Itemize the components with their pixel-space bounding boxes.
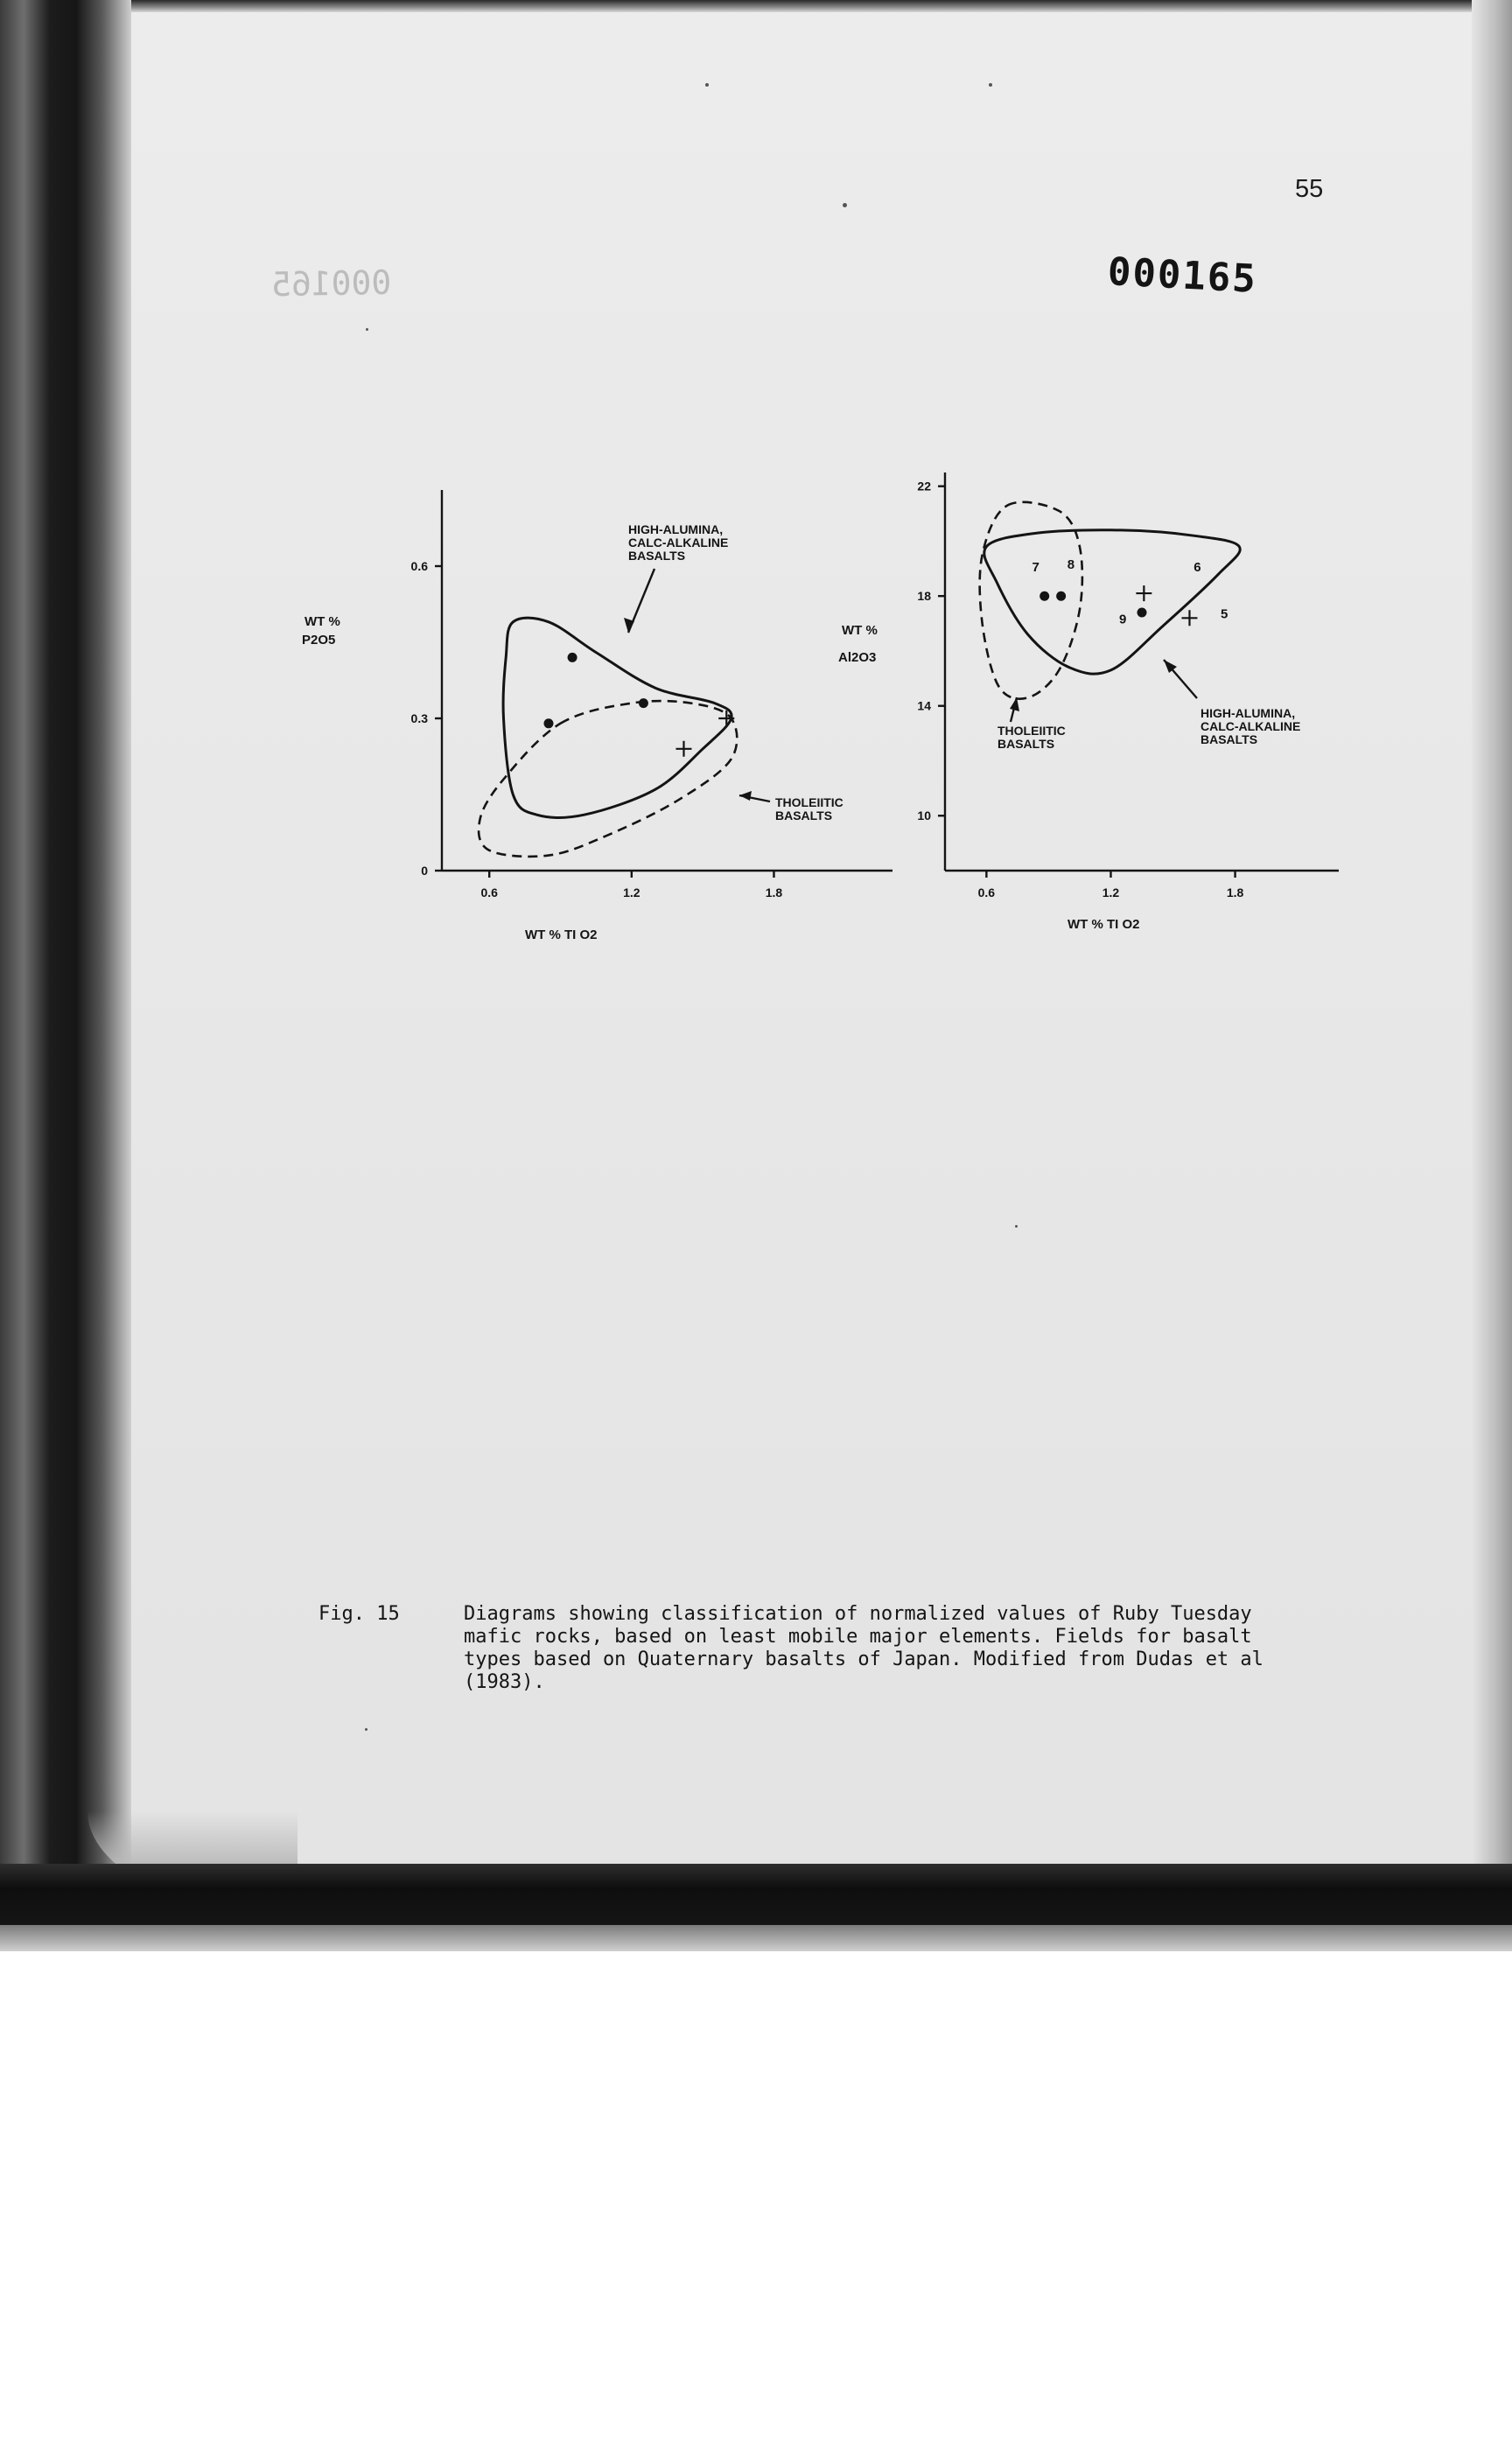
right-ytick-label: 22 <box>917 479 931 494</box>
right-xtick-label: 1.8 <box>1226 886 1244 900</box>
right-sample-plus <box>1136 585 1152 601</box>
left-ylabel-line1: WT % <box>304 614 340 629</box>
scan-top-edge <box>0 0 1512 12</box>
left-tholeiitic-arrowhead <box>739 791 752 801</box>
right-xtick-label: 1.2 <box>1102 886 1120 900</box>
right-point-label: 9 <box>1118 612 1127 627</box>
left-xtick-label: 1.2 <box>623 886 640 900</box>
figure-caption-text: Diagrams showing classification of normalized values of Ruby Tuesday mafic rocks, based on least mobile major elements. Fields for basalt types based on Quaternary basalts of Japan. Modified from Dudas et al (1983). <box>464 1603 1264 1693</box>
left-tholeiitic-label-line1: THOLEIITIC <box>775 795 844 809</box>
scan-bottom-edge <box>0 1864 1512 1925</box>
right-sample-dot <box>1138 608 1147 618</box>
right-point-label: 6 <box>1194 559 1201 575</box>
left-ylabel-line2: P2O5 <box>302 633 336 648</box>
page-number: 55 <box>1295 175 1324 203</box>
figure-15 <box>262 455 1382 962</box>
right-high-alumina-arrowhead <box>1164 660 1177 673</box>
figure-caption-label: Fig. 15 <box>318 1603 400 1625</box>
speck <box>365 1728 368 1731</box>
speck <box>705 83 709 87</box>
left-ytick-label: 0.6 <box>410 559 428 573</box>
scan-right-edge <box>1472 0 1512 1951</box>
right-tholeiitic-label-line2: BASALTS <box>998 737 1055 751</box>
right-ylabel-line2: Al2O3 <box>838 650 877 665</box>
binding-shadow <box>0 0 131 1951</box>
right-point-label: 7 <box>1032 559 1040 575</box>
right-point-label: 8 <box>1067 556 1075 572</box>
left-sample-dot <box>568 653 578 662</box>
right-high-alumina-label-line3: BASALTS <box>1200 732 1258 746</box>
right-xlabel: WT % TI O2 <box>1068 917 1140 932</box>
speck <box>366 328 368 331</box>
right-xtick-label: 0.6 <box>977 886 996 900</box>
right-tholeiitic-label-line1: THOLEIITIC <box>998 724 1066 738</box>
bleed-through-stamp: 000165 <box>270 262 392 304</box>
bates-stamp: 000165 <box>1106 249 1259 302</box>
left-high-alumina-label-line1: HIGH-ALUMINA, <box>628 522 724 536</box>
right-ytick-label: 10 <box>917 808 931 823</box>
al2o3-vs-tio2-plot <box>838 472 1339 932</box>
speck <box>1015 1225 1018 1228</box>
right-high-alumina-field <box>984 530 1240 674</box>
p2o5-vs-tio2-plot <box>302 490 892 942</box>
scan-bottom-edge-light <box>0 1925 1512 1951</box>
right-high-alumina-label-line1: HIGH-ALUMINA, <box>1200 706 1296 720</box>
left-xtick-label: 0.6 <box>480 886 498 900</box>
left-xtick-label: 1.8 <box>765 886 783 900</box>
left-tholeiitic-field <box>479 701 737 857</box>
right-ytick-label: 18 <box>917 589 931 604</box>
speck <box>843 203 847 207</box>
left-tholeiitic-label-line2: BASALTS <box>775 808 833 822</box>
right-point-label: 5 <box>1221 606 1228 622</box>
left-high-alumina-field <box>503 618 732 817</box>
right-sample-dot <box>1040 592 1049 601</box>
left-high-alumina-label-line3: BASALTS <box>628 549 686 563</box>
left-ytick-label: 0.3 <box>410 711 428 725</box>
right-ylabel-line1: WT % <box>842 623 878 638</box>
speck <box>989 83 992 87</box>
left-sample-plus <box>676 741 691 757</box>
right-high-alumina-label-line2: CALC-ALKALINE <box>1200 719 1301 733</box>
left-sample-dot <box>639 698 648 708</box>
right-sample-dot <box>1056 592 1066 601</box>
right-ytick-label: 14 <box>917 698 931 713</box>
left-sample-dot <box>543 718 553 728</box>
left-ytick-label: 0 <box>421 864 428 878</box>
right-sample-plus <box>1181 610 1197 626</box>
left-high-alumina-label-line2: CALC-ALKALINE <box>628 536 729 550</box>
left-xlabel: WT % TI O2 <box>525 928 598 942</box>
